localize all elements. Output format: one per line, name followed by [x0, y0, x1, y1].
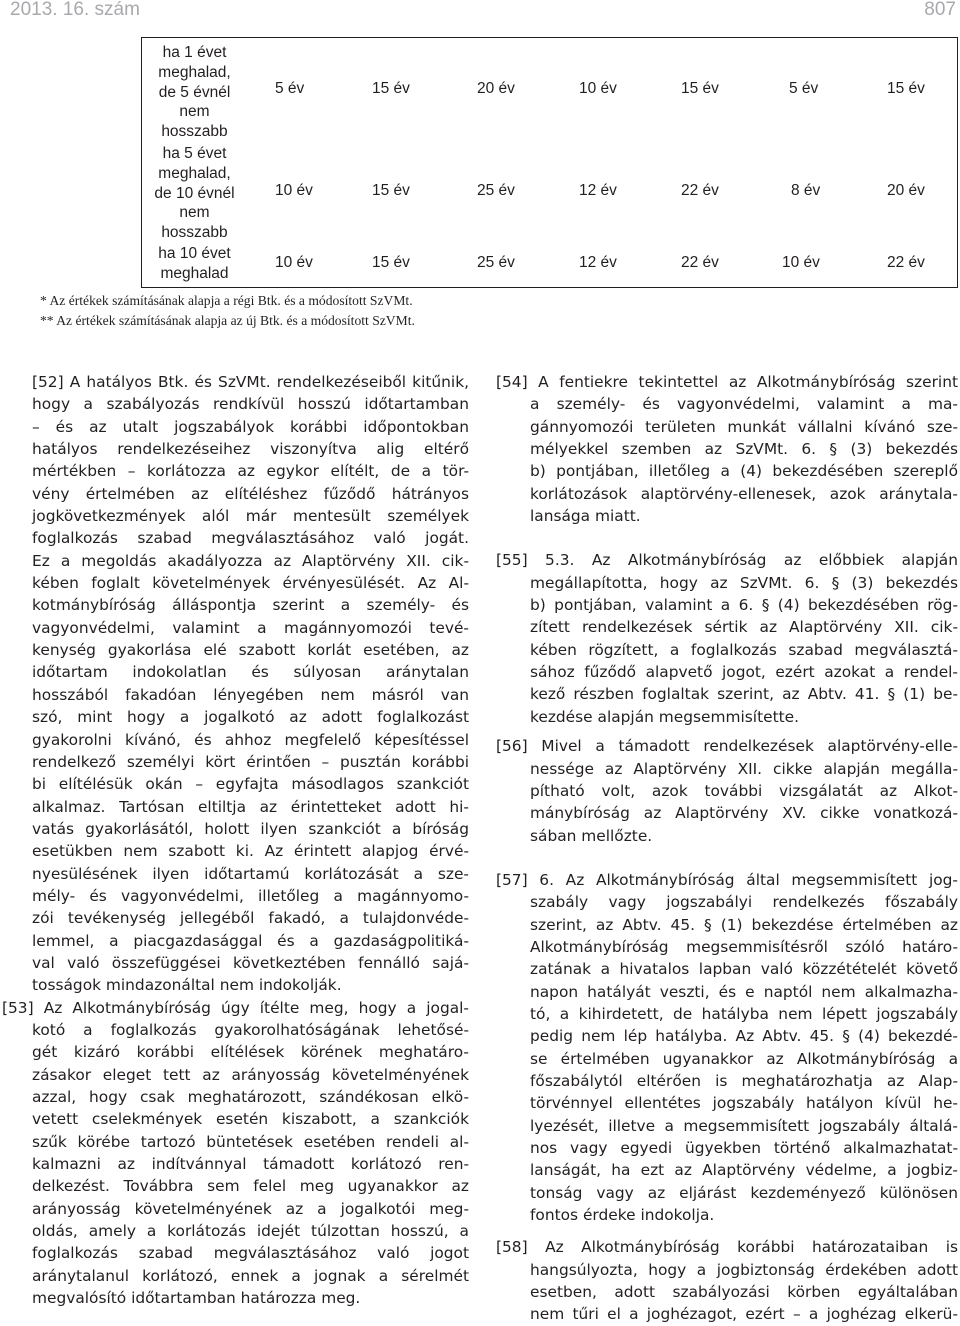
table-cell: 10 év	[782, 254, 820, 271]
row-label-line: de 10 évnél	[154, 184, 235, 202]
text-line: kotmánybíróság álláspontja szerint a személy- és	[32, 596, 469, 615]
text-line: kezdése alapján megsemmisítette.	[530, 707, 799, 726]
text-line: nem tűri el a joghézagot, ezért – a joghézag elkerü-	[530, 1305, 958, 1324]
row-label-line: meghalad,	[158, 63, 231, 81]
text-line: lyezését, illetve a megsemmisített jogszabály általá-	[530, 1116, 958, 1135]
paragraph-first-line: A fentiekre tekintettel az Alkotmánybíróság szerint	[538, 373, 958, 391]
table-cell: 8 év	[791, 182, 821, 199]
text-line: lansága miatt.	[530, 507, 641, 526]
text-line: rendelkező személyi kört érintően – pusztán korábbi	[32, 752, 469, 771]
text-line: sában mellőzte.	[530, 826, 653, 845]
text-line: hangsúlyozta, hogy a jogbiztonság érdekében adott	[530, 1260, 958, 1279]
text-line: kező részben foglaltak szerint, az Abtv. 41. § (1) be-	[530, 685, 958, 704]
paragraph-first-line: Mivel a támadott rendelkezések alaptörvény-elle-	[541, 737, 958, 756]
text-line: mértékben – korlátozza az egykor elítélt, de a tör-	[32, 462, 469, 481]
text-line: vény értelmében az elítéléshez fűződő hátrányos	[32, 484, 469, 503]
text-line: esetükben nem szabott ki. Az érintett alapjog érvé-	[32, 842, 469, 861]
paragraph-number: [58]	[496, 1238, 528, 1257]
table-row	[142, 43, 957, 143]
paragraph-body	[496, 393, 958, 527]
text-line: nyesülésének ilyen időtartamú korlátozását a sze-	[32, 864, 469, 883]
text-line	[496, 371, 958, 393]
table-cell: 15 év	[887, 80, 925, 97]
table-cell: 10 év	[275, 182, 313, 199]
table-cell: 10 év	[275, 254, 313, 271]
paragraph-body	[32, 393, 469, 996]
text-line: vagyonvédelmi, valamint a magánnyomozói tevé-	[32, 618, 469, 637]
text-line: azzal, hogy csak meghatározott, szándékosan elkö-	[32, 1088, 469, 1106]
table-cell: 15 év	[681, 80, 719, 97]
text-line: Alkotmánybíróság megsemmisítésről szóló határo-	[530, 937, 958, 956]
text-line: tó, a kihirdetett, de hatályba nem lépett jogszabály	[530, 1004, 958, 1023]
paragraph-number: [57]	[496, 870, 528, 889]
text-line: se értelmében ugyanakkor az Alkotmánybíróság a	[530, 1049, 958, 1068]
text-line: korlátozások alaptörvény-ellenesek, azok aránytala-	[530, 484, 958, 503]
issue-label: 2013. 16. szám	[10, 0, 140, 20]
text-line: kalmazni az indítvánnyal támadott korlátozó ren-	[32, 1155, 469, 1174]
text-line: zített rendelkezések sértik az Alaptörvény XII. cik-	[530, 618, 958, 637]
text-line: kében foglalt követelmények érvényesülését. Az Al-	[32, 574, 469, 593]
text-line	[496, 549, 958, 571]
row-label-line: meghalad	[160, 264, 229, 282]
paragraph-first-line: Az Alkotmánybíróság korábbi határozataiban is	[545, 1238, 958, 1257]
text-line: gyakorolni kívánó, és ahhoz megfelelő képesítéssel	[32, 730, 469, 749]
text-line: törvénnyel ellentétes jogszabály hatályon kívül he-	[530, 1094, 958, 1113]
spacer	[496, 527, 958, 549]
penalty-table	[141, 37, 958, 288]
paragraph-number: [52]	[32, 373, 64, 391]
text-line: nessége az Alaptörvény XII. cikke alapján megálla-	[530, 759, 958, 778]
text-line: pedig nem lép hatályba. Az Abtv. 45. § (4) bekezdé-	[530, 1027, 958, 1046]
text-line	[496, 869, 958, 891]
text-line: zatának a hivatalos lapban való közzétételét követő	[530, 960, 958, 979]
paragraph-55	[496, 549, 958, 728]
text-line: foglalkozás szabad megválasztásához való jogot	[32, 1244, 469, 1263]
spacer	[496, 1226, 958, 1236]
table-cell: 12 év	[579, 182, 617, 199]
text-line: bi elítélésük okán – egyfajta másodlagos szankciót	[32, 775, 469, 794]
paragraph-body	[32, 1019, 469, 1309]
text-line: szerint, az Abtv. 45. § (1) bekezdése értelmében az	[530, 915, 958, 934]
text-line: kében rögzített, a foglalkozás szabad megválasztá-	[530, 640, 958, 659]
text-line	[2, 997, 469, 1019]
text-line: aránytalanul korlátozó, ennek a jognak a sérelmét	[32, 1266, 469, 1285]
spacer	[496, 847, 958, 869]
table-cell: 20 év	[477, 80, 515, 97]
text-line	[496, 1236, 958, 1258]
paragraph-54	[496, 371, 958, 527]
text-line: sához fűződő alapvető jogot, ezért azokat a rendel-	[530, 663, 958, 682]
paragraph-number: [55]	[496, 551, 528, 570]
text-line: mélyekkel szemben az SzVMt. 6. § (3) bekezdés	[530, 440, 958, 459]
text-line: oldás, amely a korlátozás idejét túlzottan hosszú, a	[32, 1222, 469, 1241]
text-line: hatályos rendelkezéseihez viszonyítva alig eltérő	[32, 440, 469, 459]
text-line: alkalmaz. Tartósan eltiltja az érintetteket adott hi-	[32, 797, 469, 816]
text-line: b) pontjában, illetőleg a (4) bekezdésében szereplő	[530, 462, 958, 481]
text-line: gét kizáró korábbi elítélések körének meghatáro-	[32, 1043, 469, 1062]
text-line: fontos érdeke indokolja.	[530, 1206, 715, 1225]
text-line: b) pontjában, valamint a 6. § (4) bekezdésében rög-	[530, 596, 958, 615]
row-label	[142, 244, 247, 284]
text-line	[32, 371, 469, 393]
text-line: – és az utalt jogszabályok korábbi időpontokban	[32, 417, 469, 436]
text-line: arányosság követelményének az a jogalkotói meg-	[32, 1199, 469, 1218]
text-line: pítható volt, azok további vizsgálatát az Alkot-	[530, 781, 958, 800]
paragraph-53	[2, 997, 469, 1310]
text-line: zói tevékenység jellegéből fakadó, a tulajdonvéde-	[32, 909, 469, 928]
paragraph-first-line: 6. Az Alkotmánybíróság által megsemmisített jog-	[539, 870, 958, 889]
text-line: lemmel, a piacgazdasággal és a gazdaságpolitiká-	[32, 931, 469, 950]
text-line	[496, 735, 958, 757]
text-line: hogy a szabályozás rendkívül hosszú időtartamban	[32, 395, 469, 414]
paragraph-number: [53]	[2, 998, 34, 1017]
table-cell: 22 év	[887, 254, 925, 271]
table-cell: 12 év	[579, 254, 617, 271]
text-line: kenység gyakorlása elé szabott korlát esetében, az	[32, 641, 469, 660]
text-line: mánybíróság az Alaptörvény XV. cikke vonatkozá-	[530, 804, 958, 823]
text-line: vatás gyakorlásától, holott ilyen szankciót a bíróság	[32, 819, 469, 838]
row-label-line: nem	[179, 103, 210, 121]
paragraph-number: [56]	[496, 737, 528, 756]
table-cell: 25 év	[477, 254, 515, 271]
text-line: időtartam indokolatlan és súlyosan aránytalan	[32, 663, 469, 682]
text-line: lanságát, ha ezt az Alaptörvény védelme, a jogbiz-	[530, 1161, 958, 1180]
text-line: val való összefüggései következtében fennálló sajá-	[32, 953, 469, 972]
text-line: tosságok mindazonáltal nem indokolják.	[32, 976, 342, 995]
text-line: tonság vagy az eljárást kezdeményező különösen	[530, 1183, 958, 1202]
paragraph-56	[496, 735, 958, 847]
table-cell: 15 év	[372, 254, 410, 271]
paragraph-first-line: 5.3. Az Alkotmánybíróság az előbbiek alapján	[545, 551, 958, 570]
table-cell: 22 év	[681, 182, 719, 199]
table-cell: 25 év	[477, 182, 515, 199]
footnote-2: ** Az értékek számításának alapja az új Btk. és a módosított SzVMt.	[40, 313, 415, 328]
footnote-1: * Az értékek számításának alapja a régi Btk. és a módosított SzVMt.	[40, 293, 413, 308]
paragraph-52	[32, 371, 469, 997]
row-label	[142, 43, 247, 142]
text-line: főszabálytól eltérően is meghatározhatja az Alap-	[530, 1071, 958, 1090]
text-line: gánnyomozói területen munkát vállalni kívánó sze-	[530, 417, 958, 436]
paragraph-body	[496, 1259, 958, 1326]
row-label-line: ha 1 évet	[162, 44, 227, 61]
table-cell: 20 év	[887, 182, 925, 199]
text-line: zásakor eleget tett az arányosság követelményének	[32, 1065, 469, 1084]
table-cell: 10 év	[579, 80, 617, 97]
paragraph-number: [54]	[496, 373, 528, 391]
right-column	[496, 371, 958, 1326]
text-line: a személy- és vagyonvédelmi, valamint a ma-	[530, 395, 958, 414]
text-line: megállapította, hogy az SzVMt. 6. § (3) bekezdés	[530, 573, 958, 592]
table-cell: 5 év	[789, 80, 819, 97]
table-cell: 5 év	[275, 80, 305, 97]
paragraph-first-line: A hatályos Btk. és SzVMt. rendelkezéseiből kitűnik,	[69, 373, 469, 391]
row-label-line: ha 5 évet	[162, 145, 227, 162]
text-line: megvalósító időtartamban határozza meg.	[32, 1289, 361, 1308]
row-label	[142, 144, 247, 243]
table-row	[142, 244, 957, 286]
table-cell: 15 év	[372, 182, 410, 199]
paragraph-first-line: Az Alkotmánybíróság úgy ítélte meg, hogy a jogal-	[43, 998, 469, 1017]
text-line: kotó a foglalkozás gyakorolhatóságának lehetősé-	[32, 1020, 469, 1039]
text-line: foglalkozás szabad megválasztásához való jogát.	[32, 529, 469, 548]
paragraph-body	[496, 758, 958, 847]
page-header	[0, 0, 960, 27]
text-line: mély- és vagyonvédelmi, illetőleg a magánnyomo-	[32, 886, 469, 905]
text-line: hosszából fakadóan lényegében nem másról van	[32, 685, 469, 704]
table-cell: 22 év	[681, 254, 719, 271]
page-number: 807	[924, 0, 956, 20]
table-row	[142, 144, 957, 244]
left-column	[2, 371, 469, 1309]
paragraph-body	[496, 891, 958, 1226]
table-cell: 15 év	[372, 80, 410, 97]
text-line: vetett cselekmények esetén kiszabott, a szankciók	[32, 1110, 469, 1129]
paragraph-58	[496, 1236, 958, 1325]
paragraph-57	[496, 869, 958, 1227]
row-label-line: de 5 évnél	[158, 83, 231, 101]
text-line: szűk körébe tartozó büntetések esetében rendeli al-	[32, 1132, 469, 1151]
text-line: szó, mint hogy a jogalkotó az adott foglalkozást	[32, 708, 469, 727]
row-label-line: hosszabb	[161, 224, 228, 242]
text-line: Ez a megoldás akadályozza az Alaptörvény XII. cik-	[32, 551, 469, 570]
text-line: napon hatályát veszti, és e naptól nem alkalmazha-	[530, 982, 958, 1001]
text-line: esetben, adott szabályozási körben egyáltalában	[530, 1283, 958, 1302]
text-line: nos vagy egyedi ügyekben történő alkalmazhatat-	[530, 1139, 958, 1157]
row-label-line: hosszabb	[161, 123, 228, 141]
spacer	[496, 728, 958, 735]
row-label-line: meghalad,	[158, 164, 231, 182]
text-line: jogkövetkezmények alól már mentesült személyek	[32, 507, 469, 526]
text-line: szabály vagy jogszabályi rendelkezés főszabály	[530, 893, 958, 912]
paragraph-body	[496, 572, 958, 728]
row-label-line: nem	[179, 204, 210, 222]
text-line: delkezést. Továbbra sem felel meg ugyanakkor az	[32, 1177, 469, 1196]
row-label-line: ha 10 évet	[158, 245, 231, 262]
